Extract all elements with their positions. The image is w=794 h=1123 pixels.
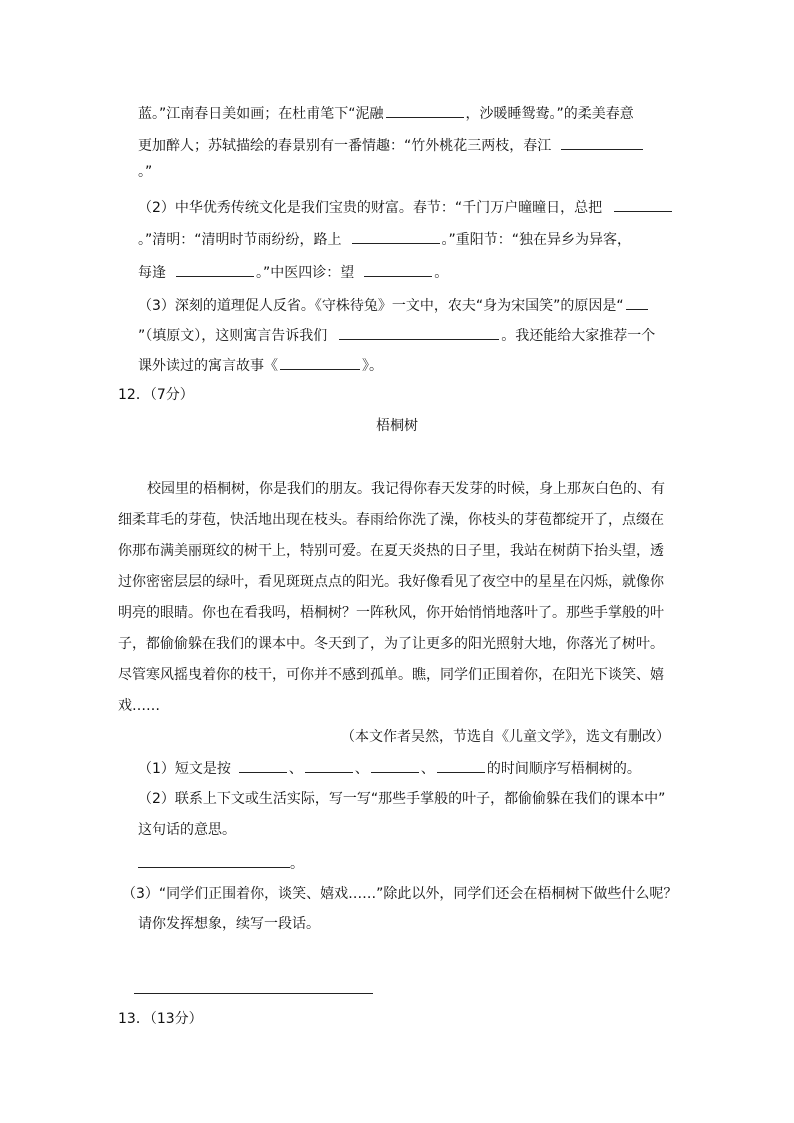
q11-text: ”（填原文），这则寓言告诉我们 [138, 328, 328, 344]
writing-answer-line[interactable] [134, 993, 373, 994]
q11-text: 课外读过的寓言故事《 [138, 358, 278, 374]
answer-blank[interactable] [280, 355, 360, 370]
answer-blank[interactable] [626, 295, 648, 310]
passage-text: 尽管寒风摇曳着你的枝干，可你并不感到孤单。瞧，同学们正围着你，在阳光下谈笑、嬉 [118, 667, 664, 683]
passage-line [118, 541, 664, 561]
separator: 、 [354, 761, 369, 777]
passage-line [118, 634, 664, 654]
q12-part2-line-2 [138, 820, 236, 840]
separator: 、 [288, 761, 303, 777]
q12-part3-line-1 [122, 884, 677, 904]
question-12-header [118, 385, 194, 405]
passage-line [118, 665, 664, 685]
q11-text: 更加醉人；苏轼描绘的春景别有一番情趣：“竹外桃花三两枝，春江 [138, 138, 552, 154]
passage-text: 你那布满美丽斑纹的树干上，特别可爱。在夏天炎热的日子里，我站在树荫下抬头望，透 [118, 543, 664, 559]
passage-text: 校园里的梧桐树，你是我们的朋友。我记得你春天发芽的时候，身上那灰白色的、有 [147, 481, 665, 497]
answer-blank[interactable] [364, 262, 432, 277]
q11-text: （2）中华优秀传统文化是我们宝贵的财富。春节：“千门万户曈曈日，总把 [138, 200, 603, 216]
q11-part2-line-3 [138, 262, 448, 283]
passage-text: 细柔茸毛的芽苞，快活地出现在枝头。春雨给你洗了澡，你枝头的芽苞都绽开了，点缀在 [118, 512, 664, 528]
q11-text: 》。 [362, 358, 383, 374]
passage-line [118, 696, 160, 716]
q11-text: 。”清明：“清明时节雨纷纷，路上 [138, 232, 342, 248]
answer-blank[interactable] [386, 103, 464, 118]
q11-text: ，沙暖睡鸳鸯。”的柔美春意 [465, 106, 634, 122]
passage-line [118, 510, 664, 530]
q12-text: 。 [290, 856, 304, 872]
q12-part1 [138, 758, 641, 779]
q12-part2-line-1 [138, 789, 665, 809]
q12-part3-line-2 [138, 914, 320, 934]
passage-title-text: 梧桐树 [376, 418, 418, 434]
passage-line [118, 603, 664, 623]
answer-blank[interactable] [371, 758, 419, 773]
q11-part2-line-2 [138, 229, 631, 250]
q11-text: 蓝。”江南春日美如画；在杜甫笔下“泥融 [138, 106, 384, 122]
passage-line [118, 572, 664, 592]
answer-blank[interactable] [138, 853, 290, 868]
q11-text: 。” [138, 164, 153, 180]
question-number: 13．（13分） [118, 1011, 203, 1027]
passage-text: 明亮的眼睛。你也在看我吗，梧桐树？一阵秋风，你开始悄悄地落叶了。那些手掌般的叶 [118, 605, 664, 621]
q11-text: （3）深刻的道理促人反省。《守株待兔》一文中，农夫“身为宋国笑”的原因是“ [138, 298, 624, 314]
q11-text: 。”中医四诊：望 [256, 265, 355, 281]
q11-line-2 [138, 135, 645, 156]
passage-line [147, 479, 665, 499]
q11-part3-line-1 [138, 295, 650, 316]
q12-text: （1）短文是按 [138, 761, 231, 777]
q11-part3-line-2 [138, 325, 655, 346]
passage-source [341, 727, 670, 747]
q12-text: （3）“同学们正围着你，谈笑、嬉戏……”除此以外，同学们还会在梧桐树下做些什么呢？ [122, 886, 678, 902]
q12-text: 的时间顺序写梧桐树的。 [486, 761, 641, 777]
q11-text: 。我还能给大家推荐一个 [501, 328, 656, 344]
q11-text: 。 [434, 265, 449, 281]
answer-blank[interactable] [339, 325, 499, 340]
passage-text: 子，都偷偷躲在我们的课本中。冬天到了，为了让更多的阳光照射大地，你落光了树叶。 [118, 636, 664, 652]
answer-blank[interactable] [614, 197, 672, 212]
separator: 、 [420, 761, 435, 777]
passage-text: 过你密密层层的绿叶，看见斑斑点点的阳光。我好像看见了夜空中的星星在闪烁，就像你 [118, 574, 664, 590]
question-number: 12．（7分） [118, 387, 194, 403]
answer-blank[interactable] [352, 229, 440, 244]
q11-part3-line-3 [138, 355, 383, 376]
question-13-header [118, 1009, 203, 1029]
q12-text: 请你发挥想象，续写一段话。 [138, 916, 320, 932]
answer-blank[interactable] [176, 262, 254, 277]
q11-line-1 [138, 103, 634, 124]
passage-title [0, 416, 794, 436]
q11-line-3 [138, 162, 152, 182]
q11-part2-line-1 [138, 197, 674, 218]
answer-blank[interactable] [437, 758, 485, 773]
q12-part2-answer [138, 853, 304, 874]
q11-text: 每逢 [138, 265, 166, 281]
q12-text: 这句话的意思。 [138, 822, 236, 838]
passage-text: 戏…… [118, 698, 160, 714]
q11-text: 。”重阳节：“独在异乡为异客， [441, 232, 632, 248]
answer-blank[interactable] [561, 135, 643, 150]
source-text: （本文作者吴然，节选自《儿童文学》，选文有删改） [341, 729, 670, 745]
answer-blank[interactable] [239, 758, 287, 773]
answer-blank[interactable] [305, 758, 353, 773]
q12-text: （2）联系上下文或生活实际，写一写“那些手掌般的叶子，都偷偷躲在我们的课本中” [138, 791, 666, 807]
